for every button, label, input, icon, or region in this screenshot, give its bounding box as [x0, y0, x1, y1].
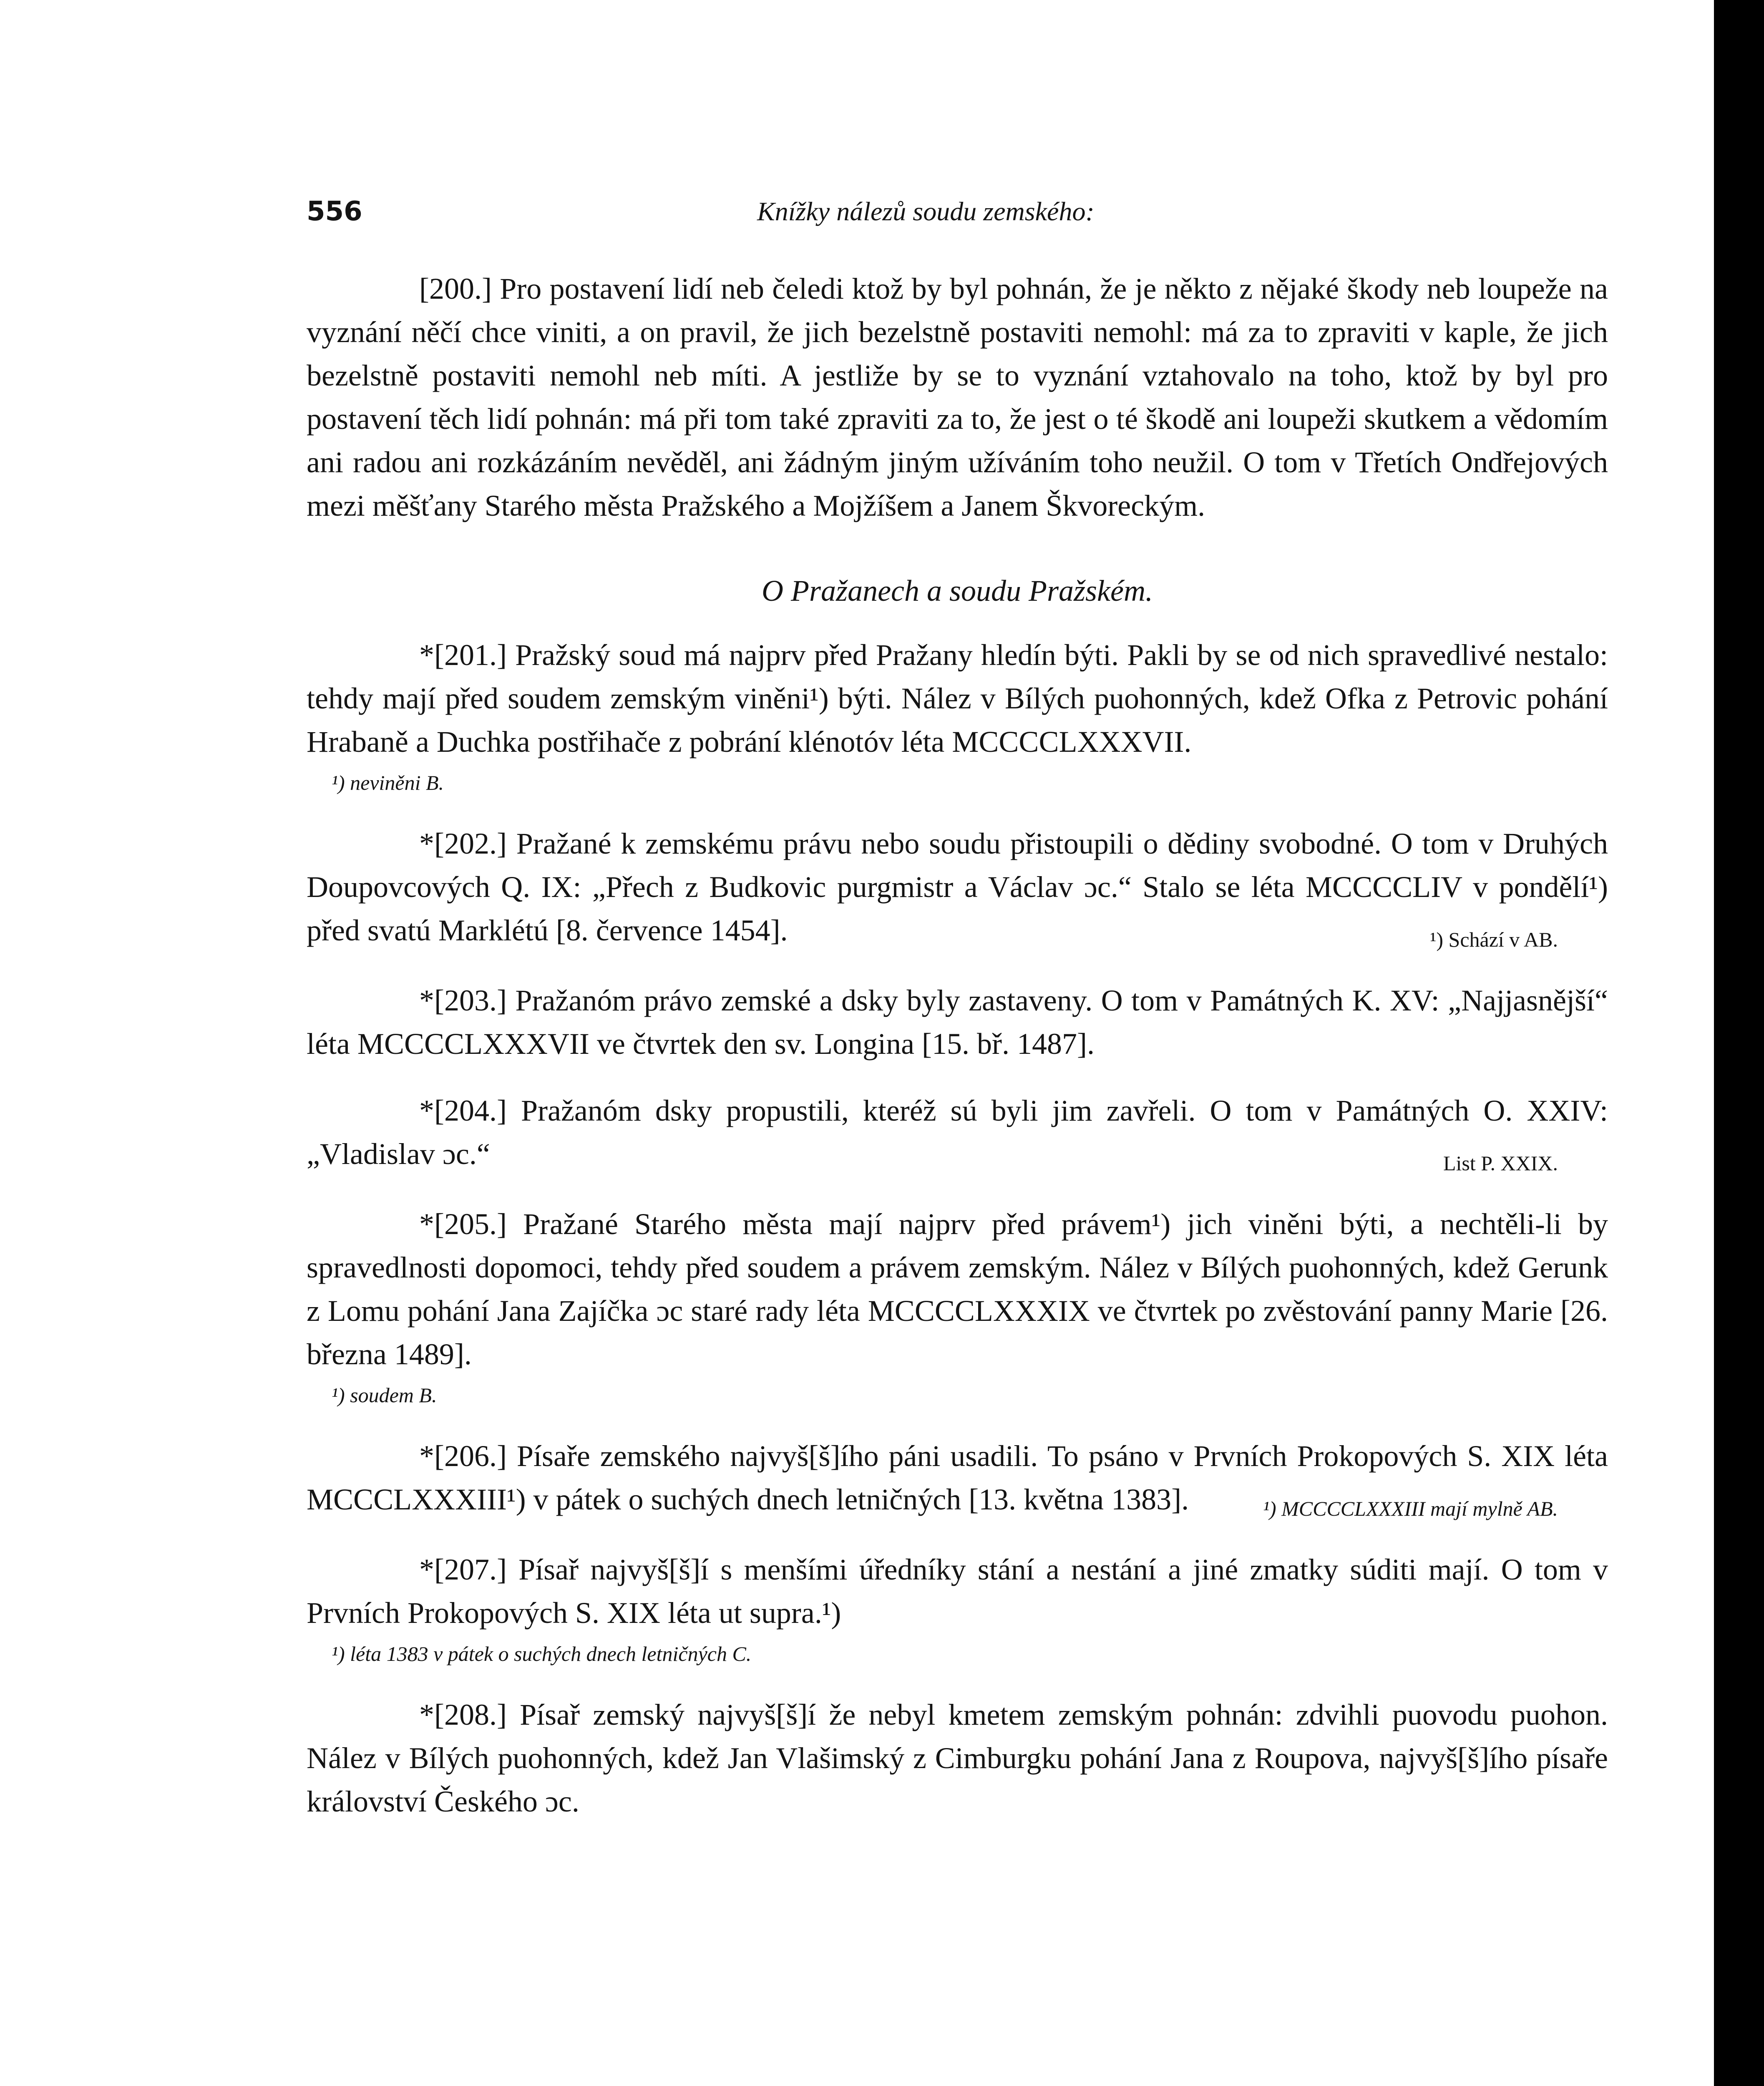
- footnote-202: ¹) Schází v AB.: [1430, 928, 1558, 951]
- scan-border-right: [1714, 0, 1764, 2086]
- paragraph-202: *[202.] Pražané k zemskému právu nebo soudu přistoupili o dědiny svobodné. O tom v Druhých Doupovcových Q. IX: „Přech z Budkovic purgmistr a Václav ɔc.“ Stalo se léta MCCCCLIV v pondělí¹) před svatú Marklétú [8. července 1454].: [307, 827, 1608, 947]
- paragraph-200: [200.] Pro postavení lidí neb čeledi ktož by byl pohnán, že je někto z nějaké škody neb loupeže na vyznání něčí chce viniti, a on pravil, že jich bezelstně postaviti nemohl: má za to zpraviti v kaple, že jich bezelstně postaviti nemohl neb míti. A jestliže by se to vyznání vztahovalo na toho, ktož by byl pro postavení těch lidí pohnán: má při tom také zpraviti za to, že jest o té škodě ani loupeži skutkem a vědomím ani radou ani rozkázáním nevěděl, ani žádným jiným užíváním toho neužil. O tom v Třetích Ondřejových mezi měšťany Starého města Pražského a Mojžíšem a Janem Škvoreckým.: [307, 272, 1608, 522]
- paragraph-204: *[204.] Pražanóm dsky propustili, kteréž sú byli jim zavřeli. O tom v Památných O. XXIV: „Vladislav ɔc.“: [307, 1094, 1608, 1171]
- paragraph-206: *[206.] Písaře zemského najvyš[š]ího páni usadili. To psáno v Prvních Prokopových S. XIX léta MCCCLXXXIII¹) v pátek o suchých dnech letničných [13. května 1383].: [307, 1439, 1608, 1516]
- footnote-201: ¹) neviněni B.: [332, 771, 444, 794]
- page-body: [307, 267, 1608, 1823]
- paragraph-205: *[205.] Pražané Starého města mají najprv před právem¹) jich viněni býti, a nechtěli-li by spravedlnosti dopomoci, tehdy před soudem a právem zemským. Nález v Bílých puohonných, kdež Gerunk z Lomu pohání Jana Zajíčka ɔc staré rady léta MCCCCLXXXIX ve čtvrtek po zvěstování panny Marie [26. března 1489].: [307, 1207, 1608, 1371]
- footnote-205: ¹) soudem B.: [332, 1383, 437, 1407]
- page-number: 556: [307, 196, 362, 227]
- paragraph-207: *[207.] Písař najvyš[š]í s menšími úředníky stání a nestání a jiné zmatky súditi mají. O tom v Prvních Prokopových S. XIX léta ut supra.¹): [307, 1553, 1608, 1630]
- spacer: [307, 1066, 1608, 1089]
- running-title: Knížky nálezů soudu zemského:: [757, 197, 1095, 226]
- paragraph-201: *[201.] Pražský soud má najprv před Pražany hledín býti. Pakli by se od nich spravedlivé nestalo: tehdy mají před soudem zemským viněni¹) býti. Nález v Bílých puohonných, kdež Ofka z Petrovic pohání Hrabaně a Duchka postřihače z pobrání klénotóv léta MCCCCLXXXVII.: [307, 638, 1608, 758]
- section-heading: O Pražanech a soudu Pražském.: [762, 574, 1153, 607]
- footnote-206: ¹) MCCCCLXXXIII mají mylně AB.: [1263, 1497, 1558, 1520]
- page-header: [307, 196, 1203, 238]
- paragraph-208: *[208.] Písař zemský najvyš[š]í že nebyl kmetem zemským pohnán: zdvihli puovodu puohon. Nález v Bílých puohonných, kdež Jan Vlašimský z Cimburgku pohání Jana z Roupova, najvyš[š]ího písaře království Českého ɔc.: [307, 1698, 1608, 1818]
- footnote-207: ¹) léta 1383 v pátek o suchých dnech letničných C.: [332, 1642, 752, 1665]
- paragraph-203: *[203.] Pražanóm právo zemské a dsky byly zastaveny. O tom v Památných K. XV: „Najjasnější“ léta MCCCCLXXXVII ve čtvrtek den sv. Longina [15. bř. 1487].: [307, 984, 1608, 1061]
- margin-note-204: List P. XXIX.: [1443, 1151, 1558, 1175]
